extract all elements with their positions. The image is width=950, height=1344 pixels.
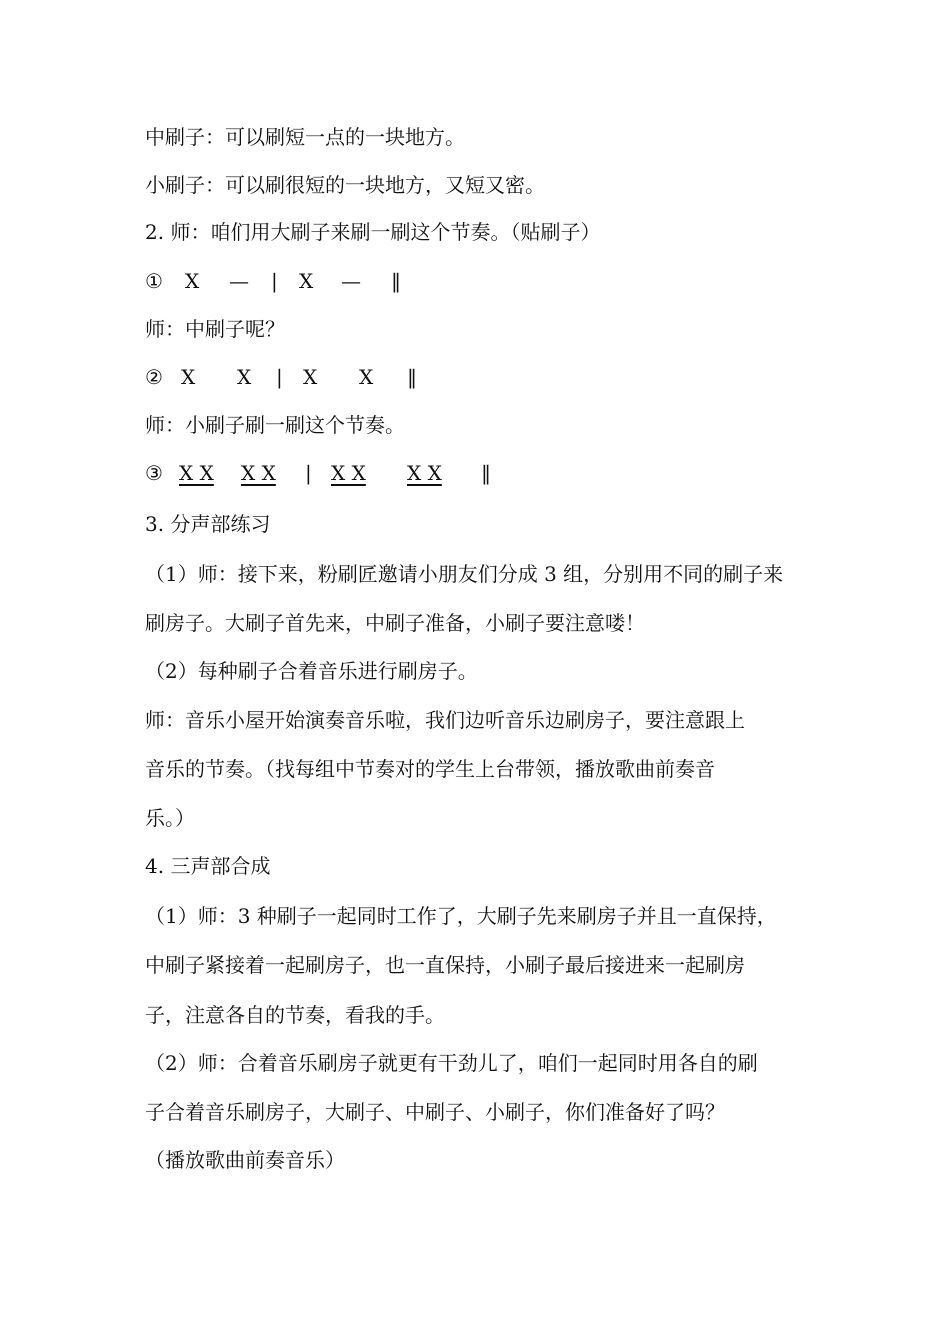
text-line: 中刷子紧接着一起刷房子，也一直保持，小刷子最后接进来一起刷房 [145, 953, 745, 977]
text-line: 2. 师：咱们用大刷子来刷一刷这个节奏。（贴刷子） [145, 220, 601, 244]
rhythm-note: X [185, 269, 200, 293]
rhythm-barline: | [305, 461, 312, 485]
text-line: 师：小刷子刷一刷这个节奏。 [145, 413, 405, 437]
rhythm-eighth-pair: X X [241, 461, 276, 485]
rhythm-note: X [181, 365, 196, 389]
rhythm-barline: | [276, 365, 283, 389]
rhythm-marker: ① [145, 269, 163, 293]
text-line: 师：音乐小屋开始演奏音乐啦，我们边听音乐边刷房子，要注意跟上 [145, 708, 745, 732]
rhythm-note: X [299, 269, 314, 293]
rhythm-note: X [303, 365, 318, 389]
text-line: （2）师：合着音乐刷房子就更有干劲儿了，咱们一起同时用各自的刷 [145, 1051, 758, 1075]
section-heading: 3. 分声部练习 [145, 512, 271, 536]
rhythm-barline: | [271, 269, 278, 293]
rhythm-marker: ③ [145, 461, 163, 485]
text-line: 子，注意各自的节奏，看我的手。 [145, 1003, 445, 1027]
rhythm-end-barline: ‖ [407, 365, 417, 389]
rhythm-dash: — [341, 269, 361, 293]
text-line: 子合着音乐刷房子，大刷子、中刷子、小刷子，你们准备好了吗？ [145, 1100, 725, 1124]
rhythm-note: X [237, 365, 252, 389]
rhythm-marker: ② [145, 365, 163, 389]
text-line: 中刷子：可以刷短一点的一块地方。 [145, 125, 465, 149]
rhythm-note: X [359, 365, 374, 389]
rhythm-eighth-pair: X X [407, 461, 442, 485]
rhythm-end-barline: ‖ [481, 461, 491, 485]
rhythm-end-barline: ‖ [391, 269, 401, 293]
rhythm-eighth-pair: X X [331, 461, 366, 485]
text-line: 刷房子。大刷子首先来，中刷子准备，小刷子要注意喽！ [145, 611, 645, 635]
rhythm-dash: — [229, 269, 249, 293]
rhythm-eighth-pair: X X [179, 461, 214, 485]
text-line: （2）每种刷子合着音乐进行刷房子。 [145, 659, 478, 683]
text-line: 音乐的节奏。（找每组中节奏对的学生上台带领，播放歌曲前奏音 [145, 757, 715, 781]
text-line: （1）师：接下来，粉刷匠邀请小朋友们分成 3 组，分别用不同的刷子来 [145, 562, 784, 586]
text-line: 师：中刷子呢？ [145, 317, 285, 341]
text-line: （1）师：3 种刷子一起同时工作了，大刷子先来刷房子并且一直保持， [145, 904, 777, 928]
text-line: 小刷子：可以刷很短的一块地方，又短又密。 [145, 173, 545, 197]
text-line: （播放歌曲前奏音乐） [145, 1148, 345, 1172]
text-line: 乐。） [145, 806, 195, 830]
section-heading: 4. 三声部合成 [145, 854, 271, 878]
